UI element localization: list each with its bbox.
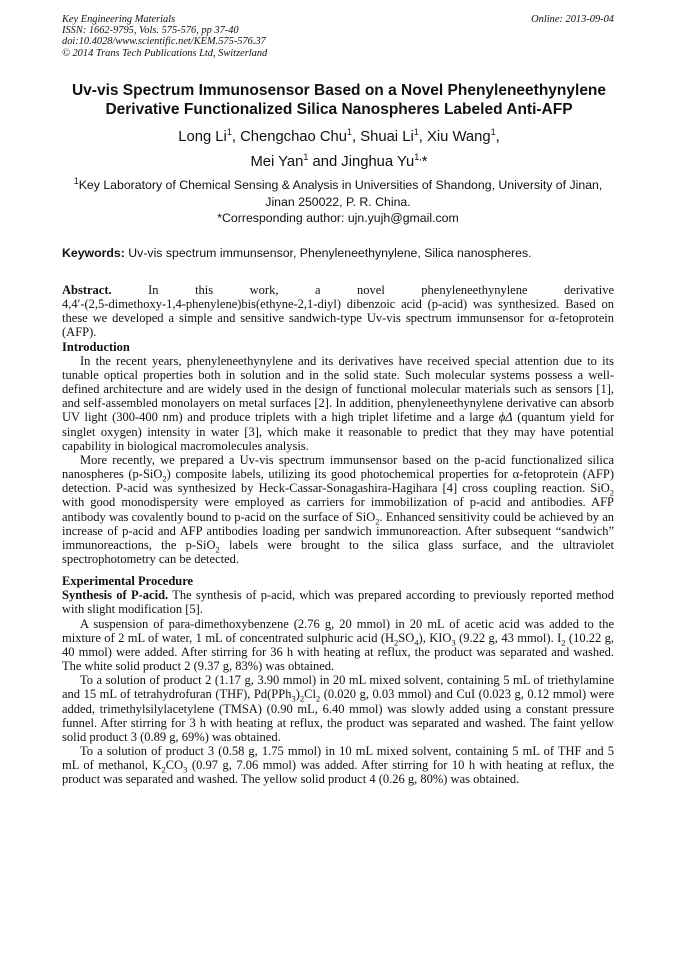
subscript: 2 <box>375 516 380 526</box>
text-run: A suspension of para-dimethoxybenzene (2.76 g, 20 mmol) in 20 mL of acetic acid was added to the mixture of 2 mL of water, 1 mL of concentrated sulphuric acid (H <box>62 616 614 645</box>
experimental-heading: Experimental Procedure <box>62 574 194 589</box>
affiliation-mark: 1 <box>413 127 419 138</box>
online-date: Online: 2013-09-04 <box>531 14 614 25</box>
text-run: To a solution of product 3 (0.58 g, 1.75 mmol) in 10 mL mixed solvent, containing 5 mL of THF and 5 mL of methanol, K <box>62 744 614 773</box>
introduction-heading: Introduction <box>62 339 130 354</box>
paper-title <box>50 82 628 119</box>
subscript: 2 <box>299 693 305 704</box>
author-separator: , <box>495 129 500 145</box>
subscript: 2 <box>315 693 321 704</box>
synthesis-paragraph-2 <box>62 673 614 744</box>
keywords <box>62 246 622 261</box>
text-run: CO <box>165 758 184 773</box>
subscript: 2 <box>161 764 166 775</box>
abstract-body: 4,4′-(2,5-dimethoxy-1,4-phenylene)bis(ethyne-2,1-diyl) dibenzoic acid (p-acid) was synthesized. Based on these we developed a simple and sensitive sandwich-type Uv-vis spectrum immunsensor for α-fetoprotein (AFP). <box>62 297 614 340</box>
affiliation-mark: 1 <box>347 127 353 138</box>
author-name: , Chengchao Chu <box>231 129 348 145</box>
affiliation-mark: 1, <box>414 152 422 163</box>
title-line-2: Derivative Functionalized Silica Nanospheres Labeled Anti-AFP <box>105 100 573 118</box>
author-name: Long Li <box>178 129 227 145</box>
synthesis-paragraph-3 <box>62 744 614 786</box>
text-run: ) composite labels, utilizing its good photochemical properties for α-fetoprotein (AFP) detection. P-acid was synthesized by Heck-Cassar-Sonagashira-Hagihara [4] cross coupling reaction. SiO <box>62 467 614 496</box>
author-name: , Shuai Li <box>352 129 414 145</box>
author-name: Mei Yan <box>250 154 304 170</box>
journal-header <box>62 14 614 59</box>
text-run: More recently, we prepared a Uv-vis spectrum immunsensor based on the p-acid functionalized silica nanospheres (p-SiO <box>62 452 614 482</box>
text-run: To a solution of product 2 (1.17 g, 3.90 mmol) in 20 mL mixed solvent, containing 5 mL of triethylamine and 15 mL of tetrahydrofuran (THF), Pd(PPh <box>62 673 614 702</box>
phi-delta-symbol: ϕΔ <box>498 410 513 425</box>
subscript: 3 <box>291 693 296 704</box>
text-run: Cl <box>304 687 316 702</box>
corresponding-author: *Corresponding author: ujn.yujh@gmail.com <box>217 211 459 225</box>
affiliation-mark: 1 <box>303 152 309 163</box>
text-run: (quantum yield for singlet oxygen) intensity in water [3], which make it reasonable to predict that they may have potential capability in biological macromolecules analysis. <box>62 410 614 453</box>
author-line-2 <box>50 150 628 175</box>
keywords-label: Keywords: <box>62 246 125 260</box>
body-text <box>62 283 614 786</box>
corresponding-mark: * <box>421 154 428 170</box>
section-gap <box>62 566 614 574</box>
abstract-line-1 <box>62 283 614 297</box>
subscript: 2 <box>162 473 167 484</box>
title-line-1: Uv-vis Spectrum Immunosensor Based on a Novel Phenyleneethynylene <box>71 82 607 99</box>
text-run: (9.22 g, 43 mmol). I <box>455 630 562 645</box>
subscript: 2 <box>609 487 614 498</box>
copyright-line: © 2014 Trans Tech Publications Ltd, Switzerland <box>62 47 268 59</box>
doi-line: doi:10.4028/www.scientific.net/KEM.575-576.37 <box>62 36 266 48</box>
author-name: , Xiu Wang <box>418 129 491 145</box>
text-run: SO <box>398 630 415 645</box>
text-run: (0.020 g, 0.03 mmol) and CuI (0.023 g, 0.12 mmol) were added, trimethylsilylacetylene (TMSA) (0.90 mL, 6.40 mmol) was slowly added using a constant pressure funnel. After stirring for 3 h with heating at reflux, the product was separated and washed. The faint yellow solid product 3 (0.89 g, 69%) was obtained. <box>62 687 614 744</box>
text-run: In the recent years, phenyleneethynylene and its derivatives have received special attention due to its tunable optical properties both in solution and in the solid state. Such molecular systems possess a well-defined architecture and are widely used in the design of functional molecular materials such as sensors [1], and self-assembled monolayers on metal surfaces [2]. In addition, phenyleneethynylene derivative can absorb UV light (300-400 nm) and produce triplets with a high triplet lifetime and a large <box>62 353 614 425</box>
affiliation-text: Key Laboratory of Chemical Sensing & Analysis in Universities of Shandong, University of Jinan, <box>78 178 603 192</box>
text-run: ), KIO <box>418 630 452 645</box>
issn-line: ISSN: 1662-9795, Vols. 575-576, pp 37-40 <box>62 25 239 37</box>
affiliation-mark: 1 <box>73 175 79 186</box>
text-run: The synthesis of p-acid, which was prepared according to previously reported method with slight modification [5]. <box>62 588 615 617</box>
author-name: and Jinghua Yu <box>308 154 415 170</box>
author-line-1 <box>50 125 628 150</box>
journal-name: Key Engineering Materials <box>62 14 176 25</box>
text-run: with good monodispersity were employed as carriers for immobilization of p-acid and antibodies. AFP antibody was covalently bound to p-acid on the surface of SiO <box>62 495 614 524</box>
text-run: labels were brought to the silica glass surface, and the ultraviolet spectrophotometry can be detected. <box>62 537 615 566</box>
text-run: (10.22 g, 40 mmol) were added. After stirring for 36 h with heating at reflux, the product was separated and washed. The white solid product 2 (9.37 g, 83%) was obtained. <box>62 630 614 674</box>
subscript: 2 <box>394 637 399 648</box>
subsection-label: Synthesis of P-acid. <box>62 588 169 603</box>
affiliation-mark: 1 <box>490 127 496 138</box>
subscript: 2 <box>215 544 220 555</box>
subscript: 4 <box>414 637 419 648</box>
text-run: . Enhanced sensitivity could be achieved by an increase of p-acid and AFP antibodies loading per sandwich immunoreaction. After subsequent “sandwich” immunoreactions, the p-SiO <box>62 509 614 552</box>
text-run: (0.97 g, 7.06 mmol) was added. After stirring for 10 h with heating at reflux, the product was separated and washed. The yellow solid product 4 (0.26 g, 80%) was obtained. <box>62 758 614 787</box>
subscript: 3 <box>183 764 188 775</box>
text-run: ) <box>295 687 300 702</box>
abstract-text: In this work, a novel phenyleneethynylene derivative <box>111 283 614 297</box>
affiliation-line-2: Jinan 250022, P. R. China. <box>265 195 411 209</box>
synthesis-paragraph-1 <box>62 617 614 674</box>
author-list <box>50 125 628 175</box>
affiliation-line-1 <box>62 177 614 194</box>
keywords-text: Uv-vis spectrum immunsensor, Phenyleneethynylene, Silica nanospheres. <box>124 246 532 260</box>
subscript: 2 <box>561 637 566 648</box>
affiliation-mark: 1 <box>226 127 232 138</box>
synthesis-intro <box>62 588 614 616</box>
subscript: 3 <box>451 637 456 648</box>
intro-paragraph-2 <box>62 453 614 566</box>
abstract-label: Abstract. <box>62 283 112 297</box>
affiliation <box>62 177 614 211</box>
intro-paragraph-1 <box>62 354 614 453</box>
